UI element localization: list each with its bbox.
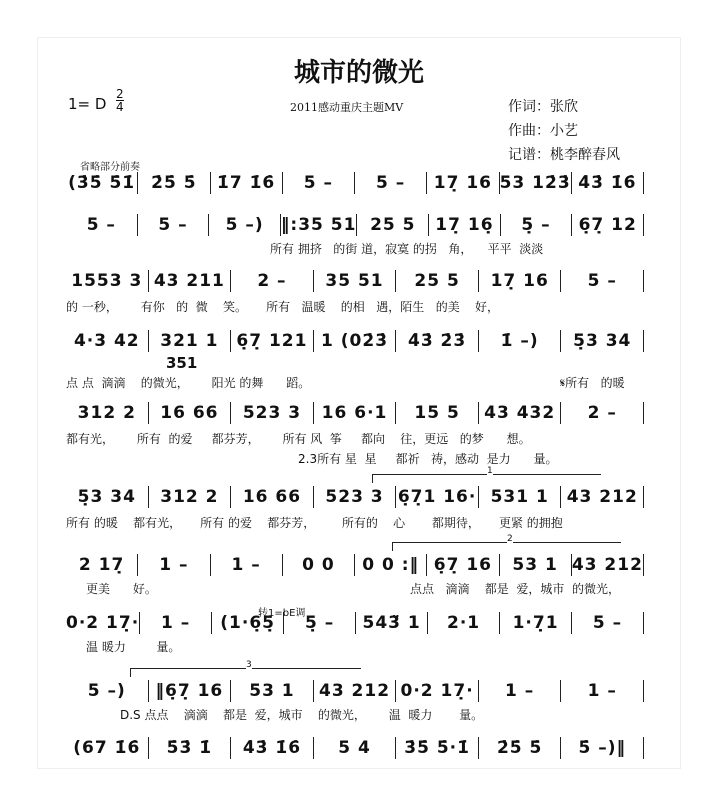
measure: 25 5 xyxy=(357,214,429,236)
transcriber: 记谱：桃李醉春风 xyxy=(508,147,620,163)
measure: 4·3 42 xyxy=(66,330,149,352)
measure: 5 4 xyxy=(314,737,397,759)
measure: 35 51 xyxy=(314,270,397,292)
alternate-notes: 351 xyxy=(166,354,198,372)
measure: 1 – xyxy=(561,680,644,702)
measure: 43 212 xyxy=(561,486,644,508)
measure: 1553 3 xyxy=(66,270,149,292)
measure: 5 – xyxy=(283,172,355,194)
measure: 1 (02̇3̇ xyxy=(314,330,397,352)
measure: 53 1 xyxy=(231,680,314,702)
measure: 5 – xyxy=(355,172,427,194)
measure: 523 3 xyxy=(231,402,314,424)
measure: 1̇ –) xyxy=(479,330,562,352)
measure: 43 212 xyxy=(314,680,397,702)
measure: 17̣ 16 xyxy=(479,270,562,292)
lyrics-line: 温 暖力 量。 xyxy=(86,640,181,654)
measure: 6̣7̣ 12 xyxy=(572,214,644,236)
measure: 43 432 xyxy=(479,402,562,424)
time-top: 2 xyxy=(116,87,124,101)
measure: 523 3 xyxy=(314,486,397,508)
lyrics-line: 都有光， 所有 的爱 都芬芳， 所有 风 筝 都向 往，更远 的梦 想。 xyxy=(66,432,531,446)
measure: 17̣ 16 xyxy=(427,172,499,194)
lyricist: 作词：张欣 xyxy=(508,99,578,115)
measure: 16 66 xyxy=(149,402,232,424)
measure: 0·2 17̣· xyxy=(396,680,479,702)
measure: 5 – xyxy=(561,270,644,292)
measure: ‖:35 51 xyxy=(280,215,357,235)
measure: 43 211 xyxy=(149,270,232,292)
measure: 0 0 xyxy=(283,554,355,576)
staff-line-5 xyxy=(66,402,644,424)
measure: 4̇3̇ 1̇6̇ xyxy=(572,172,644,194)
measure: 312 2 xyxy=(66,402,149,424)
subtitle: 2011感动重庆主题MV xyxy=(290,101,404,114)
lyrics-line: 点 点 滴滴 的微光， 阳光 的舞 蹈。 xyxy=(66,376,311,390)
measure: 2 – xyxy=(231,270,314,292)
measure: 0·2 17̣· xyxy=(66,613,140,633)
staff-line-7 xyxy=(66,554,644,576)
lyrics-line: 更美 好。 xyxy=(86,582,157,596)
lyrics-line: 所有 的暖 都有光， 所有 的爱 都芬芳， 所有的 心 都期待， 更紧 的拥抱 xyxy=(66,516,563,530)
staff-line-2 xyxy=(66,214,644,236)
staff-line-1 xyxy=(66,172,644,194)
lyrics-line: 的 一秒， 有你 的 微 笑。 所有 温暖 的相 遇，陌生 的美 好， xyxy=(66,300,499,314)
modulation-mark: 转1=bE调 xyxy=(258,608,306,619)
measure: 6̣7̣ 16 xyxy=(427,554,499,576)
measure: 5̣ – xyxy=(501,214,573,236)
measure: 1 – xyxy=(140,612,212,634)
measure: 2·1 xyxy=(428,612,500,634)
staff-line-6 xyxy=(66,486,644,508)
measure: 312 2 xyxy=(149,486,232,508)
measure: 2 17̣ xyxy=(66,554,138,576)
time-bottom: 4 xyxy=(116,100,124,114)
lyrics-line: 点点 滴滴 都是 爱，城市 的微光， xyxy=(410,582,620,596)
staff-line-3 xyxy=(66,270,644,292)
lyrics-line: 所有 拥挤 的街 道，寂寞 的拐 角， 平平 淡淡 xyxy=(270,242,544,256)
key-signature: 1= D xyxy=(68,95,107,113)
measure: 5̣3 34 xyxy=(66,486,149,508)
measure: 1 – xyxy=(211,554,283,576)
measure: 5 –) xyxy=(66,680,149,702)
lyrics-line: 2.3所有 星 星 都祈 祷，感动 是力 量。 xyxy=(298,452,558,466)
measure: 17̣ 16̣ xyxy=(429,214,501,236)
measure: 1·7̣1 xyxy=(500,612,572,634)
measure: 531 1 xyxy=(479,486,562,508)
measure: 5̣3 34 xyxy=(561,330,644,352)
measure: 1 – xyxy=(479,680,562,702)
measure: 0 0 :‖ xyxy=(355,554,427,576)
volta-number: 3 xyxy=(246,660,252,670)
staff-line-8 xyxy=(66,612,644,634)
measure: 5̇ –)‖ xyxy=(561,737,644,759)
measure: 5̣ – xyxy=(284,612,356,634)
measure: 6̣7̣1 16· xyxy=(396,486,479,508)
measure: 4̇3̇ 2̇3̇ xyxy=(396,330,479,352)
measure: (3̇5̇ 5̇1̇ xyxy=(66,172,138,194)
measure: (1·6̣5̣ xyxy=(212,612,284,634)
volta-number: 1 xyxy=(487,466,493,476)
measure: 15 5 xyxy=(396,402,479,424)
measure: 4̇3̇ 1̇6̇ xyxy=(231,737,314,759)
measure: 53 12̇3̇ xyxy=(499,173,571,193)
measure: 543̈ 1 xyxy=(356,612,428,634)
measure: 5̇3̇ 1̇ xyxy=(149,737,232,759)
measure: 43 212 xyxy=(571,555,643,575)
volta-number: 2 xyxy=(507,534,513,544)
volta-bracket xyxy=(372,466,601,483)
staff-line-10 xyxy=(66,737,644,759)
measure: 5 – xyxy=(572,612,644,634)
measure: 321 1 xyxy=(149,330,232,352)
measure: 6̣7̣ 121 xyxy=(231,330,314,352)
volta-bracket xyxy=(392,534,621,551)
measure: (67 1̇6̇ xyxy=(66,737,149,759)
composer: 作曲：小艺 xyxy=(508,123,578,139)
intro-note: 省略部分前奏 xyxy=(80,162,140,173)
measure: 1̇7 1̇6̇ xyxy=(211,172,283,194)
measure: 5 –) xyxy=(209,214,281,236)
measure: 16 66 xyxy=(231,486,314,508)
measure: 16 6·1 xyxy=(314,402,397,424)
staff-line-4 xyxy=(66,330,644,352)
staff-line-9 xyxy=(66,680,644,702)
measure: 2̇5̇ 5̇ xyxy=(479,737,562,759)
measure: 5 – xyxy=(66,214,138,236)
lyrics-line: D.S 点点 滴滴 都是 爱，城市 的微光， 温 暖力 量。 xyxy=(120,708,484,722)
measure: 3̇5̇ 5̇·1̇ xyxy=(396,737,479,759)
volta-bracket xyxy=(130,660,361,677)
lyrics-line: 𝄋所有 的暖 xyxy=(560,376,625,390)
measure: 25 5 xyxy=(396,270,479,292)
measure: 5 – xyxy=(138,214,210,236)
measure: ‖6̣7̣ 16 xyxy=(149,680,232,702)
measure: 53 1 xyxy=(500,554,572,576)
time-signature xyxy=(116,88,124,113)
song-title: 城市的微光 xyxy=(293,58,424,88)
measure: 2̇5̇ 5̇ xyxy=(138,172,210,194)
measure: 2 – xyxy=(561,402,644,424)
measure: 1 – xyxy=(138,554,210,576)
